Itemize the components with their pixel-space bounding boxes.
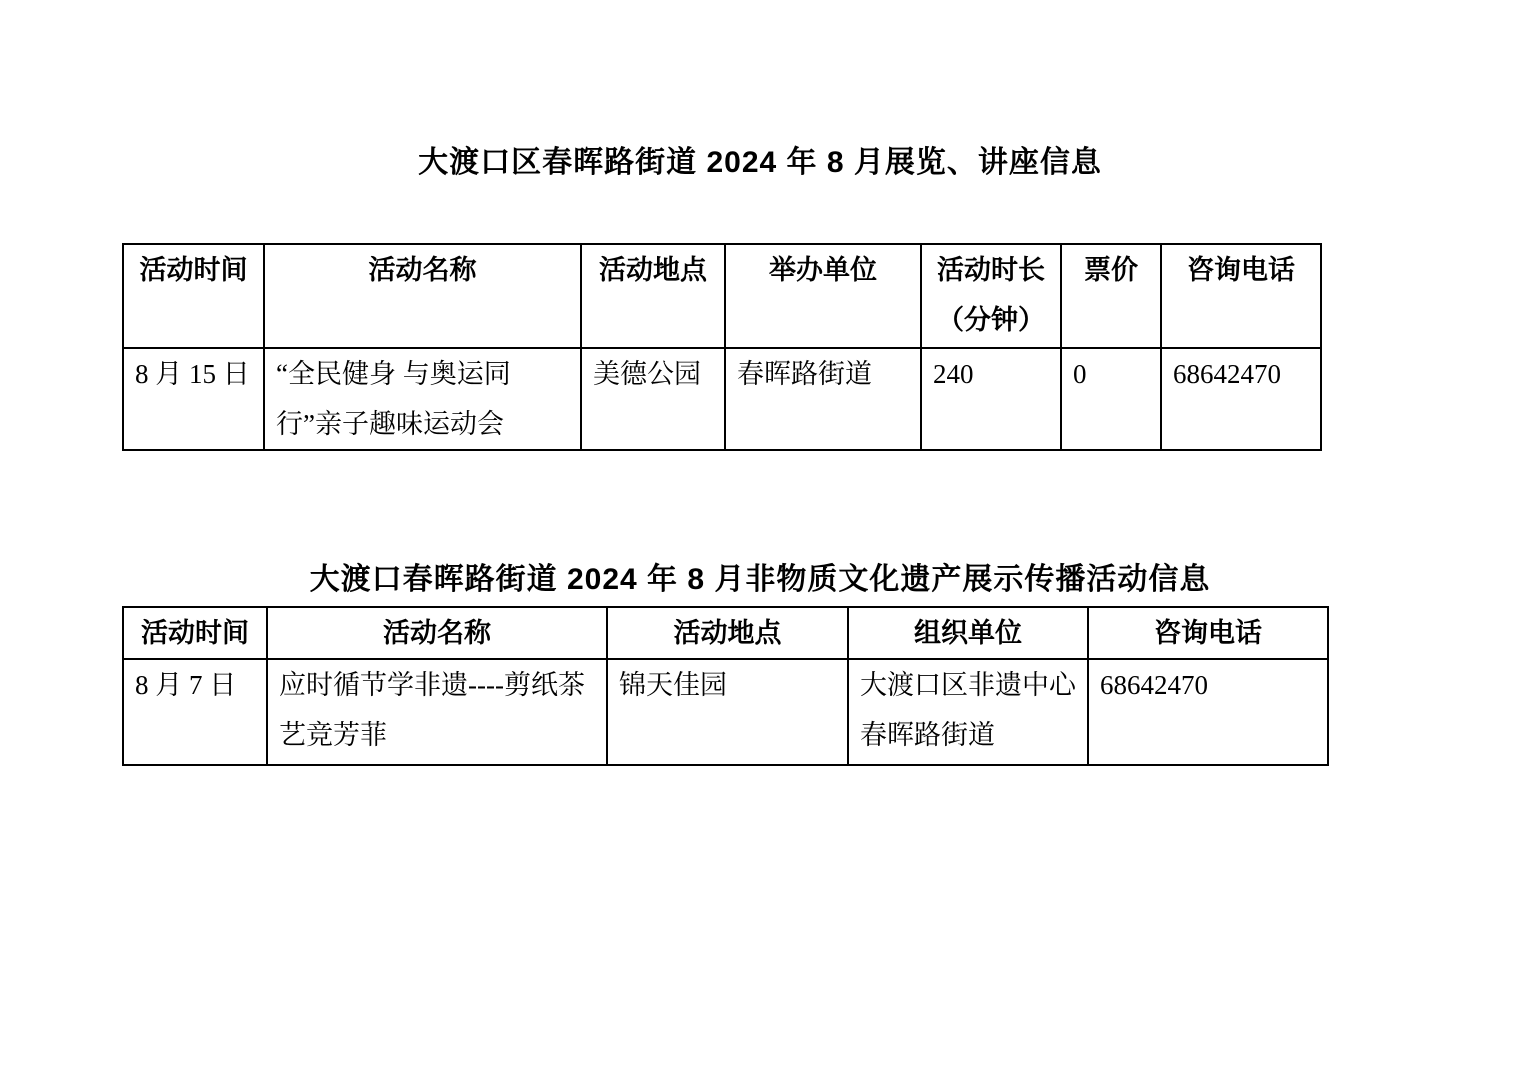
cell-phone: 68642470	[1161, 348, 1321, 450]
header-organizer-unit: 组织单位	[848, 607, 1088, 659]
table-row	[123, 348, 1321, 450]
cell-activity-name: 应时循节学非遗----剪纸茶艺竞芳菲	[267, 659, 607, 765]
heritage-activity-table	[122, 606, 1329, 766]
cell-activity-location: 锦天佳园	[607, 659, 848, 765]
heritage-activity-title: 大渡口春晖路街道 2024 年 8 月非物质文化遗产展示传播活动信息	[309, 563, 1211, 596]
header-duration-minutes: 活动时长（分钟）	[921, 244, 1061, 348]
table-header-row	[123, 244, 1321, 348]
cell-activity-time: 8 月 15 日	[123, 348, 264, 450]
exhibition-lecture-title: 大渡口区春晖路街道 2024 年 8 月展览、讲座信息	[418, 146, 1102, 179]
header-phone: 咨询电话	[1161, 244, 1321, 348]
header-ticket-price: 票价	[1061, 244, 1161, 348]
exhibition-lecture-table	[122, 243, 1322, 451]
table-header-row	[123, 607, 1328, 659]
header-activity-time: 活动时间	[123, 244, 264, 348]
cell-organizer-unit: 大渡口区非遗中心 春晖路街道	[848, 659, 1088, 765]
header-activity-location: 活动地点	[581, 244, 725, 348]
cell-activity-name: “全民健身 与奥运同行”亲子趣味运动会	[264, 348, 581, 450]
cell-activity-location: 美德公园	[581, 348, 725, 450]
header-activity-name: 活动名称	[264, 244, 581, 348]
header-activity-time: 活动时间	[123, 607, 267, 659]
cell-ticket-price: 0	[1061, 348, 1161, 450]
cell-duration: 240	[921, 348, 1061, 450]
header-activity-name: 活动名称	[267, 607, 607, 659]
cell-host-unit: 春晖路街道	[725, 348, 921, 450]
header-host-unit: 举办单位	[725, 244, 921, 348]
cell-activity-time: 8 月 7 日	[123, 659, 267, 765]
cell-phone: 68642470	[1088, 659, 1328, 765]
table-row	[123, 659, 1328, 765]
header-activity-location: 活动地点	[607, 607, 848, 659]
header-phone: 咨询电话	[1088, 607, 1328, 659]
